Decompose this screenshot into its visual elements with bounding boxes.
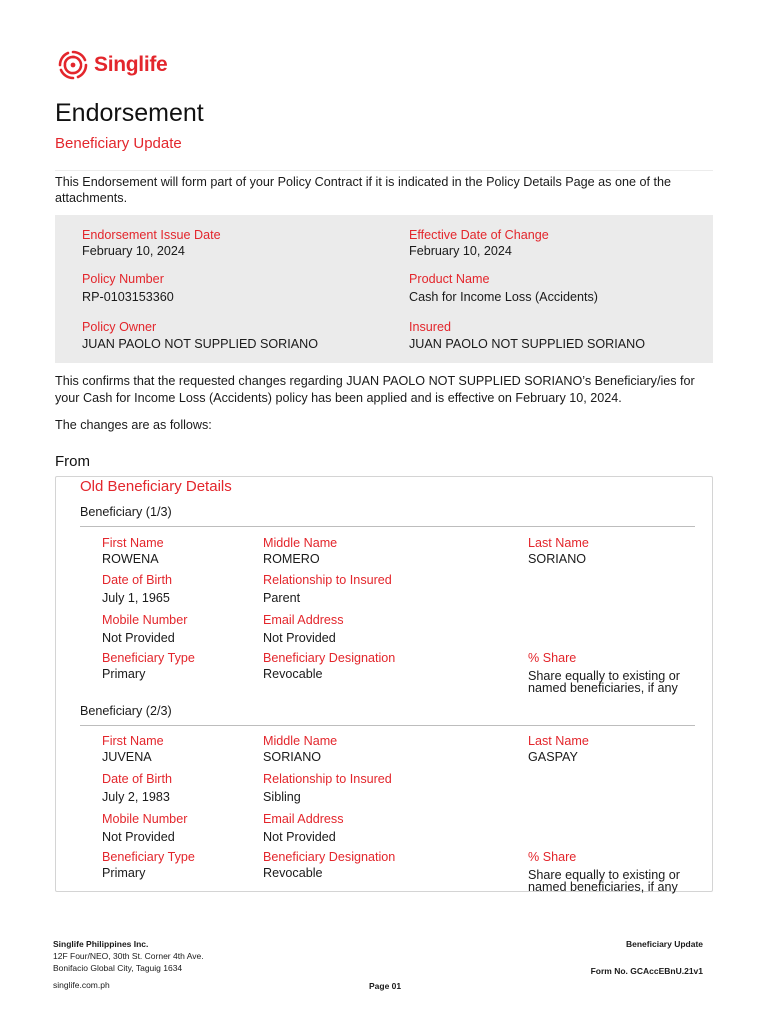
dob-field bbox=[102, 772, 172, 806]
field-value: July 1, 1965 bbox=[102, 591, 170, 605]
footer-doc-title: Beneficiary Update bbox=[626, 939, 703, 949]
field-value: Share equally to existing or named beneficiaries, if any bbox=[528, 669, 680, 695]
changes-text: The changes are as follows: bbox=[55, 418, 212, 432]
field-label: First Name bbox=[102, 536, 164, 550]
field-label: Product Name bbox=[409, 272, 490, 286]
middle-name-field bbox=[263, 734, 337, 766]
page-number: Page 01 bbox=[369, 981, 402, 991]
field-label: Beneficiary Type bbox=[102, 651, 195, 665]
effective-date-field bbox=[409, 228, 549, 260]
policy-owner-field bbox=[82, 320, 318, 353]
field-value: Parent bbox=[263, 591, 301, 605]
field-value: Not Provided bbox=[263, 830, 336, 844]
policy-summary-panel bbox=[55, 215, 713, 363]
field-label: First Name bbox=[102, 734, 164, 748]
divider bbox=[55, 170, 713, 171]
field-value: GASPAY bbox=[528, 750, 578, 764]
email-field bbox=[263, 613, 344, 647]
field-value: Not Provided bbox=[102, 830, 175, 844]
field-value: Primary bbox=[102, 667, 146, 681]
dob-field bbox=[102, 573, 172, 607]
field-value: Share equally to existing or named beneficiaries, if any bbox=[528, 868, 680, 894]
field-label: Last Name bbox=[528, 734, 589, 748]
swirl-logo-icon bbox=[56, 48, 90, 82]
share-field bbox=[528, 651, 708, 694]
field-label: Mobile Number bbox=[102, 613, 188, 627]
field-value: JUAN PAOLO NOT SUPPLIED SORIANO bbox=[82, 337, 319, 351]
field-label: Date of Birth bbox=[102, 772, 172, 786]
field-label: % Share bbox=[528, 651, 577, 665]
relationship-field bbox=[263, 573, 392, 607]
old-beneficiary-title: Old Beneficiary Details bbox=[80, 478, 232, 495]
field-value: Not Provided bbox=[102, 631, 175, 645]
middle-name-field bbox=[263, 536, 337, 568]
field-label: Effective Date of Change bbox=[409, 228, 549, 242]
designation-field bbox=[263, 651, 395, 683]
field-value: RP-0103153360 bbox=[82, 290, 174, 304]
field-value: JUAN PAOLO NOT SUPPLIED SORIANO bbox=[409, 337, 646, 351]
designation-field bbox=[263, 850, 395, 882]
beneficiary-heading: Beneficiary (1/3) bbox=[80, 505, 172, 519]
field-value: July 2, 1983 bbox=[102, 790, 170, 804]
field-label: Relationship to Insured bbox=[263, 772, 392, 786]
field-value: Revocable bbox=[263, 667, 323, 681]
field-label: Last Name bbox=[528, 536, 589, 550]
from-heading: From bbox=[55, 453, 90, 470]
first-name-field bbox=[102, 536, 164, 568]
field-value: JUVENA bbox=[102, 750, 152, 764]
field-label: Insured bbox=[409, 320, 452, 334]
endorsement-issue-date-field bbox=[82, 228, 221, 260]
footer-address-line1: 12F Four/NEO, 30th St. Corner 4th Ave. bbox=[53, 951, 204, 961]
field-label: Beneficiary Designation bbox=[263, 651, 396, 665]
intro-text: This Endorsement will form part of your Policy Contract if it is indicated in the Policy Details Page as one of the attachments. bbox=[55, 175, 671, 205]
share-field bbox=[528, 850, 708, 893]
singlife-logo bbox=[56, 48, 167, 82]
insured-field bbox=[409, 320, 645, 353]
page-title: Endorsement bbox=[55, 99, 204, 127]
field-value: February 10, 2024 bbox=[82, 244, 185, 258]
footer-website-link[interactable]: singlife.com.ph bbox=[53, 980, 110, 990]
field-value: Revocable bbox=[263, 866, 323, 880]
relationship-field bbox=[263, 772, 392, 806]
beneficiary-type-field bbox=[102, 651, 195, 683]
beneficiary-type-field bbox=[102, 850, 195, 882]
policy-number-field bbox=[82, 272, 174, 306]
field-label: Relationship to Insured bbox=[263, 573, 392, 587]
field-value: Not Provided bbox=[263, 631, 336, 645]
field-value: SORIANO bbox=[263, 750, 322, 764]
field-value: ROWENA bbox=[102, 552, 159, 566]
footer-company: Singlife Philippines Inc. bbox=[53, 939, 149, 949]
footer-address-line2: Bonifacio Global City, Taguig 1634 bbox=[53, 963, 183, 973]
divider bbox=[80, 526, 695, 527]
field-label: Beneficiary Designation bbox=[263, 850, 396, 864]
field-value: Cash for Income Loss (Accidents) bbox=[409, 290, 598, 304]
field-label: % Share bbox=[528, 850, 577, 864]
field-label: Policy Owner bbox=[82, 320, 157, 334]
field-value: Primary bbox=[102, 866, 146, 880]
field-label: Policy Number bbox=[82, 272, 164, 286]
confirmation-text: This confirms that the requested changes regarding JUAN PAOLO NOT SUPPLIED SORIANO’s Beneficiary/ies for your Cash for Income Loss (Accidents) policy has been applied and is effective on February 10, 2024. bbox=[55, 374, 695, 405]
field-label: Middle Name bbox=[263, 536, 338, 550]
first-name-field bbox=[102, 734, 164, 766]
field-label: Middle Name bbox=[263, 734, 338, 748]
last-name-field bbox=[528, 734, 589, 766]
field-value: Sibling bbox=[263, 790, 301, 804]
field-label: Email Address bbox=[263, 812, 344, 826]
mobile-field bbox=[102, 613, 187, 647]
field-label: Date of Birth bbox=[102, 573, 172, 587]
email-field bbox=[263, 812, 344, 846]
field-label: Email Address bbox=[263, 613, 344, 627]
page-subtitle: Beneficiary Update bbox=[55, 135, 182, 152]
divider bbox=[80, 725, 695, 726]
field-label: Mobile Number bbox=[102, 812, 188, 826]
beneficiary-heading: Beneficiary (2/3) bbox=[80, 704, 172, 718]
field-label: Endorsement Issue Date bbox=[82, 228, 221, 242]
field-value: February 10, 2024 bbox=[409, 244, 512, 258]
field-value: ROMERO bbox=[263, 552, 320, 566]
brand-name: Singlife bbox=[94, 53, 168, 76]
last-name-field bbox=[528, 536, 589, 568]
mobile-field bbox=[102, 812, 187, 846]
field-value: SORIANO bbox=[528, 552, 587, 566]
product-name-field bbox=[409, 272, 598, 306]
footer-form-number: Form No. GCAccEBnU.21v1 bbox=[590, 966, 703, 976]
field-label: Beneficiary Type bbox=[102, 850, 195, 864]
